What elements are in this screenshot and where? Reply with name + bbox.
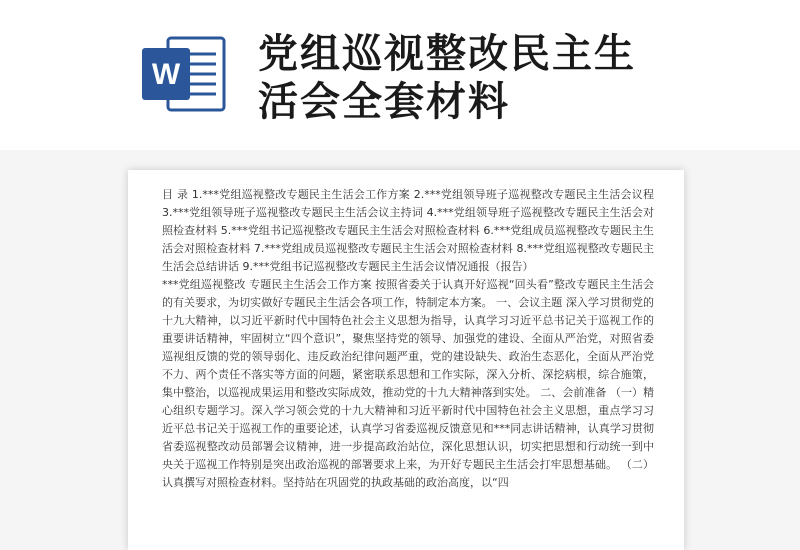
body-paragraph: ***党组巡视整改 专题民主生活会工作方案 按照省委关于认真开好巡视“回头看”整改专题民主生活会的有关要求，为切实做好专题民主生活会各项工作，特制定本方案。 一、会议主题 深入学习贯彻党的十九大精神，以习近平新时代中国特色社会主义思想为指导，认真学习习近平总书记关于巡视工作的重要讲话精神，牢固树立“四个意识”，聚焦坚持党的领导、加强党的建设、全面从严治党，对照省委巡视组反馈的党的领导弱化、违反政治纪律问题严重，党的建设缺失、政治生态恶化，全面从严治党不力、两个责任不落实等方面的问题，紧密联系思想和工作实际，深入分析、深挖病根，综合施策，集中整治，以巡视成果运用和整改实际成效，推动党的十九大精神落到实处。 二、会前准备 （一）精心组织专题学习。深入学习领会党的十九大精神和习近平新时代中国特色社会主义思想，重点学习习近平总书记关于巡视工作的重要论述，认真学习省委巡视反馈意见和***同志讲话精神，认真学习贯彻省委巡视整改动员部署会议精神，进一步提高政治站位，深化思想认识，切实把思想和行动统一到中央关于巡视工作特别是突出政治巡视的部署要求上来，为开好专题民主生活会打牢思想基础。 （二）认真撰写对照检查材料。坚持站在巩固党的执政基础的政治高度，以“四 (162, 278, 654, 489)
page-title (258, 30, 778, 126)
word-icon-letter: W (151, 58, 181, 91)
title-line-2: 活会全套材料 (258, 79, 510, 125)
header-banner (0, 0, 800, 150)
document-body (162, 186, 654, 526)
toc-paragraph: 目 录 1.***党组巡视整改专题民主生活会工作方案 2.***党组领导班子巡视整改专题民主生活会议程 3.***党组领导班子巡视整改专题民主生活会议主持词 4.***党组领导班子巡视整改专题民主生活会对照检查材料 5.***党组书记巡视整改专题民主生活会对照检查材料 6.***党组成员巡视整改专题民主生活会对照检查材料 7.***党组成员巡视整改专题民主生活会对照检查材料 8.***党组巡视整改专题民主生活会总结讲话 9.***党组书记巡视整改专题民主生活会议情况通报（报告） (162, 188, 654, 273)
word-document-icon (140, 34, 228, 114)
title-line-1: 党组巡视整改民主生 (258, 31, 636, 77)
